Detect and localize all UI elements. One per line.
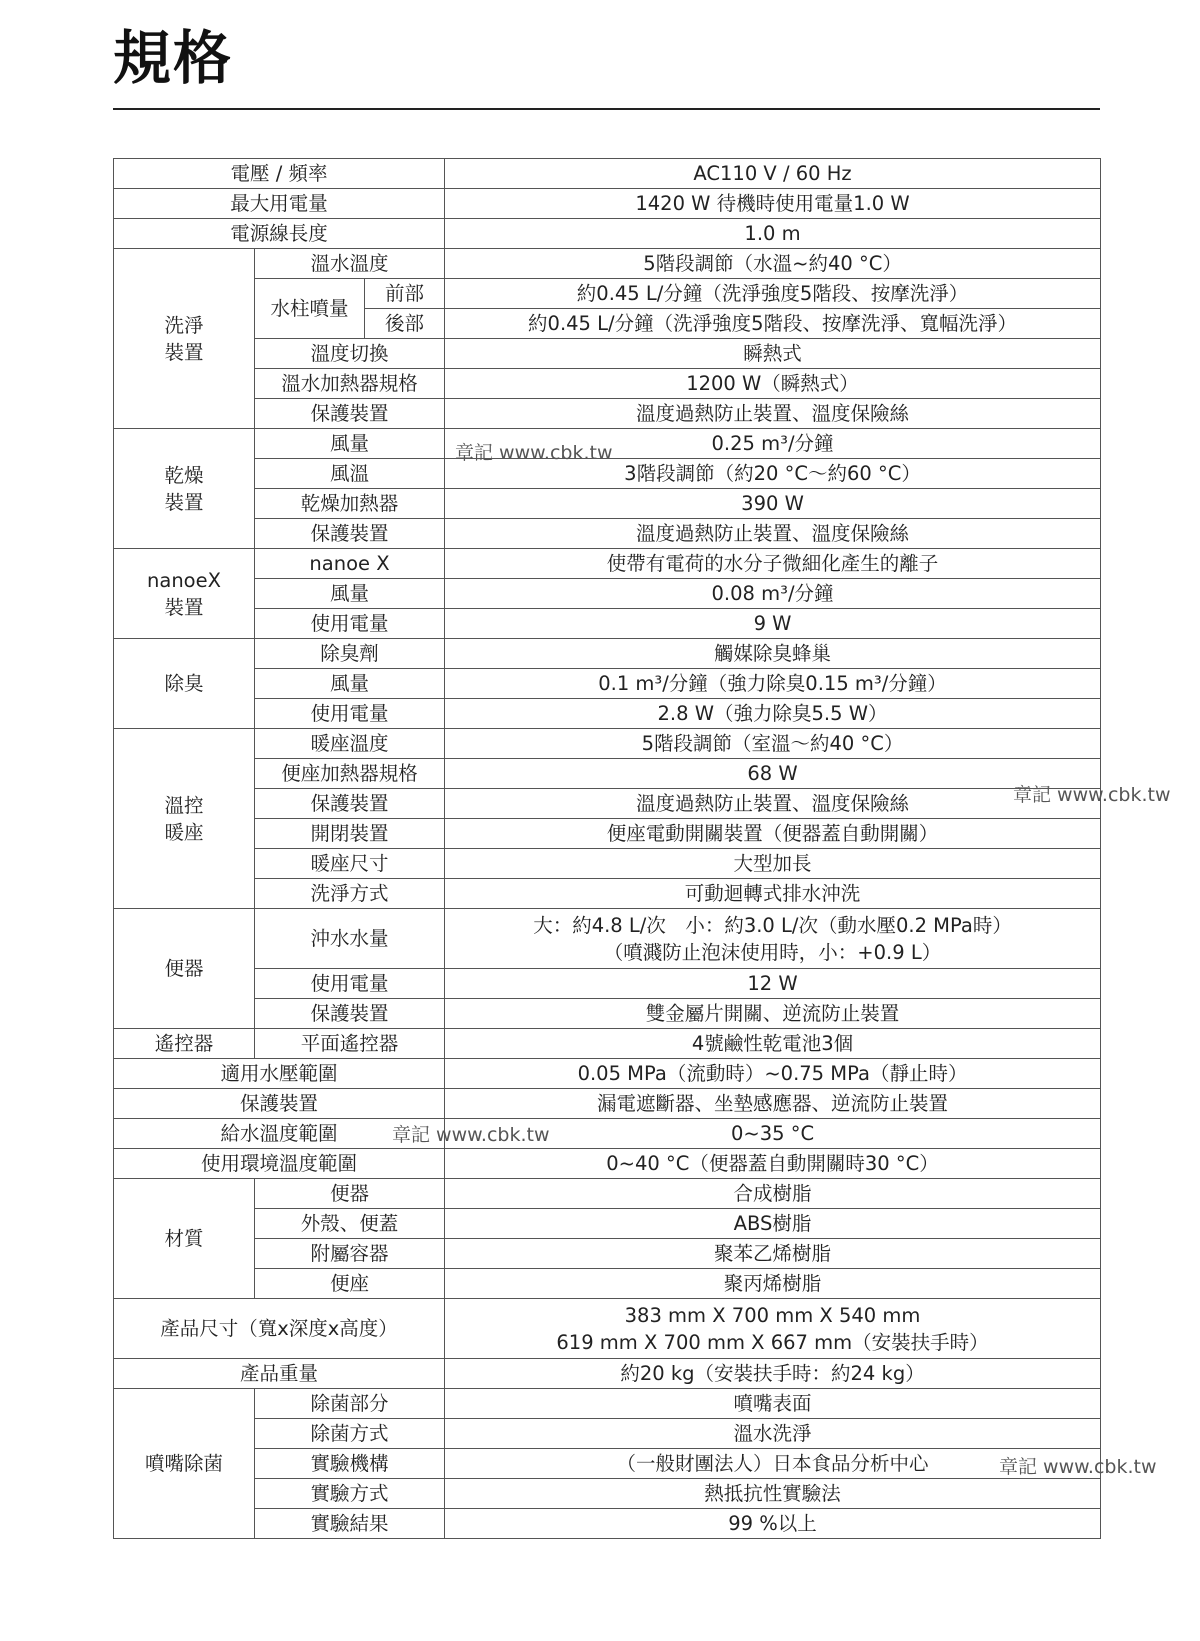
spec-label: 洗淨方式	[255, 879, 445, 909]
spec-label: 風溫	[255, 459, 445, 489]
spec-label: 沖水水量	[255, 909, 445, 969]
spec-value: 0.05 MPa（流動時）~0.75 MPa（靜止時）	[445, 1059, 1101, 1089]
group-label-toilet: 便器	[114, 909, 255, 1029]
table-row	[114, 759, 1101, 789]
spec-label: 保護裝置	[114, 1089, 445, 1119]
spec-value: 12 W	[445, 969, 1101, 999]
spec-label: 適用水壓範圍	[114, 1059, 445, 1089]
table-row	[114, 1479, 1101, 1509]
spec-value: 熱抵抗性實驗法	[445, 1479, 1101, 1509]
spec-label: 保護裝置	[255, 399, 445, 429]
group-label-wash: 洗淨 裝置	[114, 249, 255, 429]
spec-value: 0.1 m³/分鐘（強力除臭0.15 m³/分鐘）	[445, 669, 1101, 699]
table-row	[114, 879, 1101, 909]
page-title: 規格	[113, 24, 234, 92]
spec-label: 開閉裝置	[255, 819, 445, 849]
watermark: 章記 www.cbk.tw	[999, 1456, 1157, 1478]
group-label-deodorize: 除臭	[114, 639, 255, 729]
spec-value: 383 mm X 700 mm X 540 mm 619 mm X 700 mm X 667 mm（安裝扶手時）	[445, 1299, 1101, 1359]
spec-label: 使用電量	[255, 969, 445, 999]
table-row	[114, 1359, 1101, 1389]
group-label-heated-seat: 溫控 暖座	[114, 729, 255, 909]
table-row	[114, 489, 1101, 519]
table-row	[114, 249, 1101, 279]
table-row	[114, 1119, 1101, 1149]
spec-label: 風量	[255, 579, 445, 609]
group-label-nozzle: 噴嘴除菌	[114, 1389, 255, 1539]
spec-value: 0~40 °C（便器蓋自動開關時30 °C）	[445, 1149, 1101, 1179]
spec-value: 390 W	[445, 489, 1101, 519]
watermark: 章記 www.cbk.tw	[1013, 784, 1171, 806]
table-row	[114, 1269, 1101, 1299]
spec-label: 保護裝置	[255, 519, 445, 549]
table-row	[114, 279, 1101, 309]
spec-value: 雙金屬片開關、逆流防止裝置	[445, 999, 1101, 1029]
table-row	[114, 189, 1101, 219]
spec-label: 實驗結果	[255, 1509, 445, 1539]
table-row	[114, 1149, 1101, 1179]
table-row	[114, 789, 1101, 819]
group-label-material: 材質	[114, 1179, 255, 1299]
spec-label: 最大用電量	[114, 189, 445, 219]
spec-label: 乾燥加熱器	[255, 489, 445, 519]
table-row	[114, 219, 1101, 249]
table-row	[114, 1029, 1101, 1059]
spec-label: 使用環境溫度範圍	[114, 1149, 445, 1179]
table-row	[114, 849, 1101, 879]
spec-label: 風量	[255, 429, 445, 459]
spec-value: 使帶有電荷的水分子微細化產生的離子	[445, 549, 1101, 579]
spec-value: 瞬熱式	[445, 339, 1101, 369]
group-label-remote: 遙控器	[114, 1029, 255, 1059]
spec-value: 觸媒除臭蜂巢	[445, 639, 1101, 669]
spec-value: 2.8 W（強力除臭5.5 W）	[445, 699, 1101, 729]
spec-value: 0~35 °C	[445, 1119, 1101, 1149]
spec-value: 溫度過熱防止裝置、溫度保險絲	[445, 519, 1101, 549]
spec-label: 後部	[365, 309, 445, 339]
spec-value: 5階段調節（室溫～約40 °C）	[445, 729, 1101, 759]
spec-value: 溫度過熱防止裝置、溫度保險絲	[445, 789, 1101, 819]
spec-value: 5階段調節（水溫~約40 °C）	[445, 249, 1101, 279]
spec-value: 可動迴轉式排水沖洗	[445, 879, 1101, 909]
spec-value: 1.0 m	[445, 219, 1101, 249]
spec-label: 電源線長度	[114, 219, 445, 249]
spec-value: 0.25 m³/分鐘	[445, 429, 1101, 459]
spec-value: 3階段調節（約20 °C～約60 °C）	[445, 459, 1101, 489]
spec-value: 聚丙烯樹脂	[445, 1269, 1101, 1299]
table-row	[114, 1509, 1101, 1539]
spec-value: 約0.45 L/分鐘（洗淨強度5階段、按摩洗淨）	[445, 279, 1101, 309]
spec-value: 溫度過熱防止裝置、溫度保險絲	[445, 399, 1101, 429]
spec-value: 漏電遮斷器、坐墊感應器、逆流防止裝置	[445, 1089, 1101, 1119]
spec-label: 便座加熱器規格	[255, 759, 445, 789]
spec-label: 除臭劑	[255, 639, 445, 669]
table-row	[114, 1179, 1101, 1209]
table-row	[114, 339, 1101, 369]
spec-value: 約0.45 L/分鐘（洗淨強度5階段、按摩洗淨、寬幅洗淨）	[445, 309, 1101, 339]
table-row	[114, 1299, 1101, 1359]
table-row	[114, 1089, 1101, 1119]
spec-label: 外殼、便蓋	[255, 1209, 445, 1239]
spec-label: 溫水加熱器規格	[255, 369, 445, 399]
spec-table	[113, 158, 1101, 1539]
spec-value: 大：約4.8 L/次 小：約3.0 L/次（動水壓0.2 MPa時） （噴濺防止泡沫使用時，小：+0.9 L）	[445, 909, 1101, 969]
spec-value: 0.08 m³/分鐘	[445, 579, 1101, 609]
group-label-dry: 乾燥 裝置	[114, 429, 255, 549]
table-row	[114, 909, 1101, 969]
table-row	[114, 549, 1101, 579]
table-row	[114, 699, 1101, 729]
spec-label: 保護裝置	[255, 789, 445, 819]
spec-label: 除菌方式	[255, 1419, 445, 1449]
spec-label: 實驗方式	[255, 1479, 445, 1509]
table-row	[114, 1239, 1101, 1269]
table-row	[114, 669, 1101, 699]
table-row	[114, 1059, 1101, 1089]
table-row	[114, 609, 1101, 639]
spec-label: 平面遙控器	[255, 1029, 445, 1059]
spec-value: 1200 W（瞬熱式）	[445, 369, 1101, 399]
spec-value: 溫水洗淨	[445, 1419, 1101, 1449]
table-row	[114, 999, 1101, 1029]
spec-label: 暖座尺寸	[255, 849, 445, 879]
spec-label: 除菌部分	[255, 1389, 445, 1419]
spec-label: 附屬容器	[255, 1239, 445, 1269]
spec-value: 合成樹脂	[445, 1179, 1101, 1209]
spec-label: 產品尺寸（寬x深度x高度）	[114, 1299, 445, 1359]
watermark: 章記 www.cbk.tw	[392, 1124, 550, 1146]
spec-label: 便器	[255, 1179, 445, 1209]
table-row	[114, 729, 1101, 759]
spec-value: （一般財團法人）日本食品分析中心	[445, 1449, 1101, 1479]
spec-label: 便座	[255, 1269, 445, 1299]
spec-label: 溫水溫度	[255, 249, 445, 279]
spec-value: 9 W	[445, 609, 1101, 639]
table-row	[114, 1389, 1101, 1419]
table-row	[114, 639, 1101, 669]
table-row	[114, 969, 1101, 999]
spec-label: 使用電量	[255, 699, 445, 729]
watermark: 章記 www.cbk.tw	[455, 442, 613, 464]
sub-group-label: 水柱噴量	[255, 279, 365, 339]
table-row	[114, 519, 1101, 549]
table-row	[114, 399, 1101, 429]
spec-value: 噴嘴表面	[445, 1389, 1101, 1419]
spec-label: 溫度切換	[255, 339, 445, 369]
spec-label: 使用電量	[255, 609, 445, 639]
spec-value: 便座電動開關裝置（便器蓋自動開關）	[445, 819, 1101, 849]
spec-label: 風量	[255, 669, 445, 699]
spec-label: 前部	[365, 279, 445, 309]
spec-label: 產品重量	[114, 1359, 445, 1389]
spec-value: 聚苯乙烯樹脂	[445, 1239, 1101, 1269]
spec-value: 約20 kg（安裝扶手時：約24 kg）	[445, 1359, 1101, 1389]
spec-label: 實驗機構	[255, 1449, 445, 1479]
table-row	[114, 819, 1101, 849]
table-row	[114, 159, 1101, 189]
spec-value: 大型加長	[445, 849, 1101, 879]
spec-value: 1420 W 待機時使用電量1.0 W	[445, 189, 1101, 219]
spec-label: 暖座溫度	[255, 729, 445, 759]
title-divider	[113, 108, 1100, 110]
spec-label: 給水溫度範圍	[114, 1119, 445, 1149]
table-row	[114, 579, 1101, 609]
spec-label: nanoe X	[255, 549, 445, 579]
table-row	[114, 1419, 1101, 1449]
spec-value: AC110 V / 60 Hz	[445, 159, 1101, 189]
spec-value: 99 %以上	[445, 1509, 1101, 1539]
spec-value: 4號鹼性乾電池3個	[445, 1029, 1101, 1059]
spec-value: 68 W	[445, 759, 1101, 789]
spec-label: 保護裝置	[255, 999, 445, 1029]
spec-label: 電壓 / 頻率	[114, 159, 445, 189]
table-row	[114, 369, 1101, 399]
table-row	[114, 1449, 1101, 1479]
group-label-nanoex: nanoeX 裝置	[114, 549, 255, 639]
table-row	[114, 1209, 1101, 1239]
spec-value: ABS樹脂	[445, 1209, 1101, 1239]
